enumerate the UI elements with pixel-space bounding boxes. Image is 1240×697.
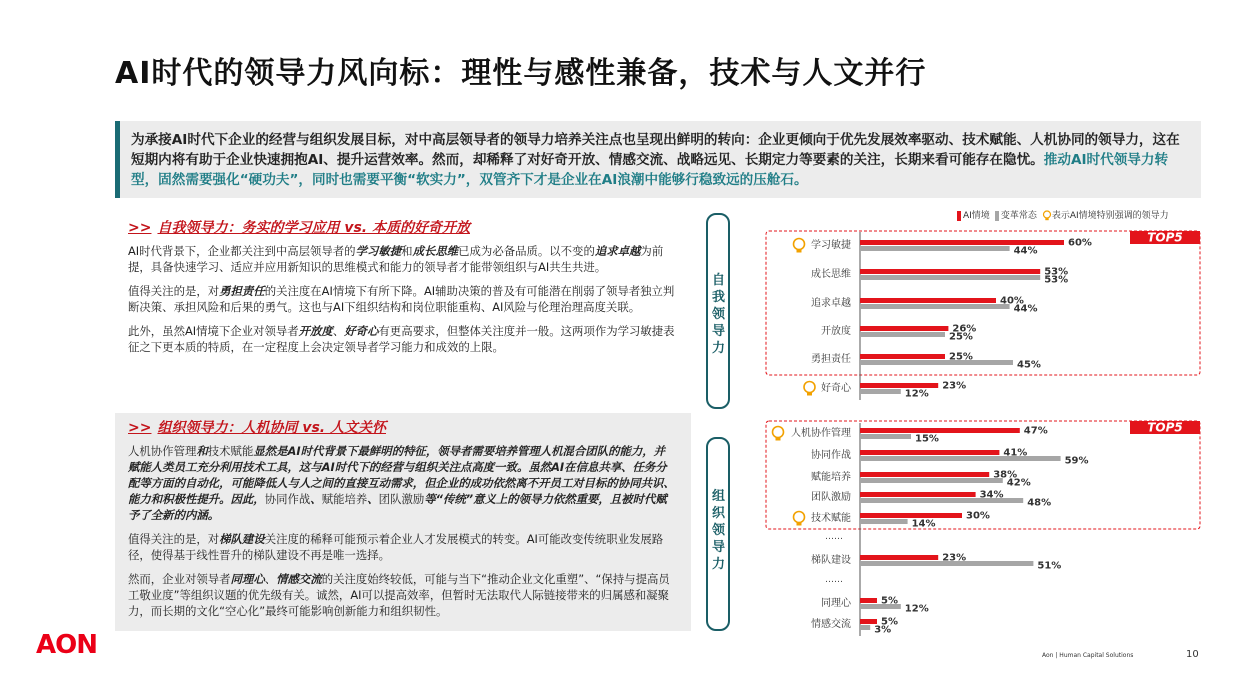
ellipsis-text: …… [825,575,843,585]
text-segment: 、 [332,324,345,338]
text-segment: AI时代背景下，企业都关注到中高层领导者的 [128,244,356,258]
category-label: 学习敏捷 [811,240,851,251]
intro-highlight: 推动AI时代领导力转型，固然需要强化“硬功夫”，同时也需要平衡“软实力”，双管齐下才是企业在AI浪潮中能够行稳致远的压舱石。 [131,152,1169,188]
text-segment: 技术赋能 [207,444,254,458]
data-label-normal: 25% [949,331,973,343]
key-term: 情感交流 [276,572,322,586]
bar-normal [860,360,1013,365]
page-title: AI时代的领导力风向标：理性与感性兼备，技术与人文并行 [115,56,927,91]
data-label-normal: 59% [1064,455,1089,467]
legend-normal: 变革常态 [995,208,1037,221]
lightbulb-base [797,523,802,526]
text-segment: 有更高要求，但整体关注度并一般。这两项作为学习敏捷表征之下更本质的特质，在一定程度上会决定领导者学习能力和成效的上限。 [128,324,675,354]
bar-ai [860,383,938,388]
category-label: 协同作战 [811,450,851,461]
org-leadership-bracket-label: 组织领导力 [712,489,726,572]
data-label-normal: 42% [1006,477,1031,489]
lightbulb-icon [794,512,805,523]
text-segment: 的关注度始终较低，可能与当下“推动企业文化重塑”、“保持与提高员工敬业度”等组织议题的优先级有关。诚然，AI可以提高效率，但暂时无法取代人际链接带来的归属感和凝聚力，而长期的文化“空心化”最终可能影响创新能力和组织韧性。 [128,572,670,618]
lightbulb-icon [773,427,784,438]
text-segment: 人机协作管理 [128,444,197,458]
key-term: 学习敏捷 [355,244,402,258]
lightbulb-base [807,393,812,396]
category-label: 梯队建设 [811,555,851,566]
text-segment: 值得关注的是，对 [128,532,220,546]
data-label-ai: 53% [1044,266,1069,278]
text-segment: 为前提，具备快速学习、适应并应用新知识的思维模式和能力的领导者才能带领组织与AI共生共进。 [128,244,664,274]
category-label: 成长思维 [811,269,851,280]
data-label-ai: 23% [942,552,967,564]
bar-ai [860,598,877,603]
category-label: 同理心 [821,598,851,609]
bar-ai [860,326,948,331]
key-term: 同理心 [230,572,265,586]
data-label-normal: 51% [1037,560,1062,572]
data-label-ai: 40% [1000,295,1024,307]
key-term: 显然是AI时代背景下最鲜明的特征，领导者需要培养管理人机混合团队的能力，并赋能人类员工充分利用技术工具，这与AI时代下的经营与组织关注点高度一致。虽然AI在信息共享、任务分配等方面的自动化，可能降低人与人之间的直接互动需求，但企业的成功依然离不开员工对目标的协同共识、能力和积极性提升。因此， [128,444,675,506]
key-term: 开放度 [298,324,333,338]
lightbulb-base [797,250,802,253]
data-label-normal: 15% [915,433,939,445]
text-segment: 已成为必备品质。以不变的 [458,244,595,258]
data-label-ai: 26% [952,323,977,335]
bar-ai [860,472,989,477]
category-label: 勇担责任 [811,354,851,365]
footer-text: Aon | Human Capital Solutions [1042,652,1134,659]
category-label: 赋能培养 [811,472,851,483]
bar-ai [860,354,945,359]
data-label-normal: 44% [1013,245,1038,257]
bar-ai [860,555,938,560]
category-label: 技术赋能 [811,513,851,524]
key-term: 和 [196,444,208,458]
lightbulb-base [776,438,781,441]
bar-normal [860,434,911,439]
key-term: 等“传统”意义上的领导力依然重要，且被时代赋予了全新的内涵。 [128,492,667,522]
bar-ai [860,619,877,624]
bar-normal [860,519,908,524]
bar-normal [860,275,1040,280]
section-title-text: 组织领导力：人机协同 vs. 人文关怀 [157,420,386,436]
key-term: 、 [310,492,322,506]
legend-note: 表示AI情境特别强调的领导力 [1042,208,1169,221]
data-label-normal: 12% [904,603,929,615]
category-label: 开放度 [821,326,851,337]
self-leadership-bracket-label: 自我领导力 [712,273,726,356]
data-label-normal: 3% [874,624,892,636]
bar-normal [860,304,1010,309]
text-segment: 协同作战 [264,492,311,506]
data-label-ai: 41% [1003,447,1028,459]
text-segment: 赋能培养 [321,492,368,506]
bar-normal [860,332,945,337]
text-segment: 团队激励 [378,492,425,506]
data-label-ai: 23% [942,380,967,392]
data-label-normal: 44% [1013,303,1038,315]
double-arrow-icon: >> [128,220,152,236]
data-label-ai: 47% [1023,425,1048,437]
double-arrow-icon: >> [128,420,152,436]
text-segment: 值得关注的是，对 [128,284,220,298]
bar-normal [860,389,901,394]
lightbulb-icon [804,382,815,393]
data-label-normal: 48% [1027,497,1052,509]
key-term: 梯队建设 [219,532,265,546]
bar-ai [860,269,1040,274]
data-label-normal: 12% [904,388,929,400]
text-segment: 此外，虽然AI情境下企业对领导者 [128,324,299,338]
bar-normal [860,478,1003,483]
legend-ai: AI情境 [957,208,990,221]
text-segment: 和 [401,244,413,258]
data-label-ai: 5% [881,616,898,628]
top5-label: TOP5 [1147,230,1183,245]
category-label: 人机协作管理 [791,428,851,439]
data-label-ai: 38% [993,469,1018,481]
bar-ai [860,240,1064,245]
data-label-ai: 25% [949,351,973,363]
aon-logo: AON [36,630,97,660]
data-label-normal: 45% [1017,359,1041,371]
key-term: 、 [367,492,379,506]
data-label-ai: 5% [881,595,898,607]
bar-ai [860,298,996,303]
text-segment: 、 [264,572,277,586]
lightbulb-icon [794,239,805,250]
data-label-ai: 60% [1068,237,1092,249]
bar-normal [860,246,1010,251]
category-label: 好奇心 [821,383,851,394]
key-term: 好奇心 [344,324,379,338]
data-label-normal: 53% [1044,274,1069,286]
data-label-ai: 30% [966,510,990,522]
text-segment: 的关注度在AI情境下有所下降。AI辅助决策的普及有可能潜在削弱了领导者独立判断决策、承担风险和后果的勇气。这也与AI下组织结构和岗位职能重构、AI风险与伦理治理高度关联。 [128,284,675,314]
key-term: 成长思维 [412,244,459,258]
category-label: 追求卓越 [811,298,851,309]
data-label-normal: 14% [911,518,936,530]
text-segment: 然而，企业对领导者 [128,572,231,586]
key-term: 追求卓越 [594,244,641,258]
bar-ai [860,513,962,518]
bar-ai [860,450,999,455]
bar-ai [860,492,976,497]
text-segment: 关注度的稀释可能预示着企业人才发展模式的转变。AI可能改变传统职业发展路径，使得基于线性晋升的梯队建设不再是唯一选择。 [128,532,664,562]
page-number: 10 [1186,649,1199,660]
ellipsis-text: …… [825,532,843,542]
top5-label: TOP5 [1147,420,1183,435]
bar-normal [860,456,1061,461]
section-title-text: 自我领导力：务实的学习应用 vs. 本质的好奇开放 [157,220,470,236]
key-term: 勇担责任 [219,284,265,298]
category-label: 情感交流 [811,619,851,630]
data-label-ai: 34% [979,489,1004,501]
intro-text: 为承接AI时代下企业的经营与组织发展目标，对中高层领导者的领导力培养关注点也呈现出鲜明的转向：企业更倾向于优先发展效率驱动、技术赋能、人机协同的领导力，这在短期内将有助于企业快速拥抱AI、提升运营效率。然而，却稀释了对好奇开放、情感交流、战略远见、长期定力等要素的关注，长期来看可能存在隐忧。 [131,132,1180,168]
bar-ai [860,428,1020,433]
category-label: 团队激励 [811,492,851,503]
bar-normal [860,625,870,630]
